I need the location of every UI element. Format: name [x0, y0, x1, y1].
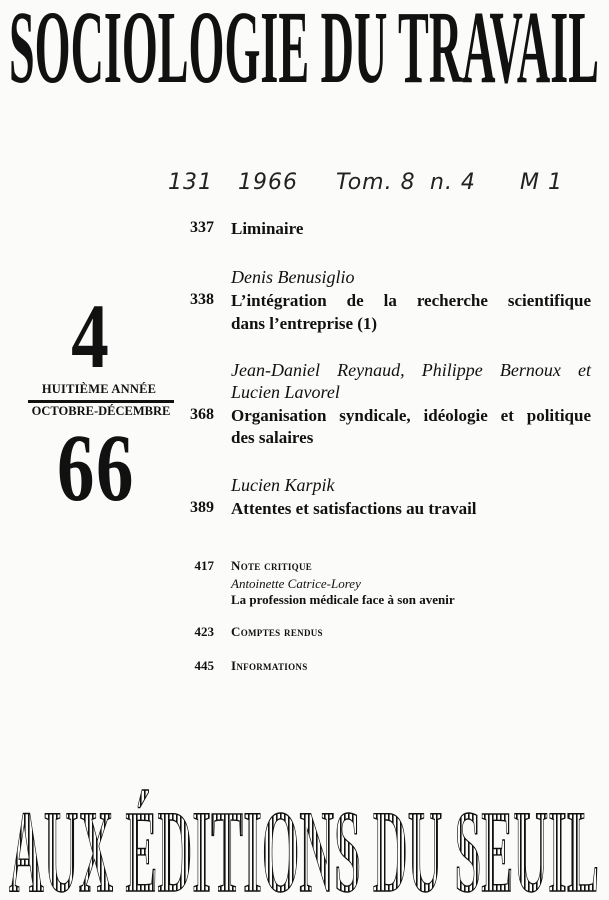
section-title: La profession médicale face à son avenir	[231, 592, 455, 607]
section-heading: Comptes rendus	[231, 624, 323, 639]
publisher-imprint	[0, 776, 609, 900]
journal-title	[0, 0, 609, 92]
toc-title: Liminaire	[231, 219, 304, 238]
toc-author: Lucien Lavorel	[231, 382, 340, 402]
handwritten-annotation	[168, 170, 578, 210]
toc-title: L’intégration de la recherche scientifique	[231, 291, 591, 310]
annotation-part: M 1	[520, 170, 563, 195]
toc-title: Organisation syndicale, idéologie et politique	[231, 406, 591, 425]
section-author: Antoinette Catrice-Lorey	[231, 576, 361, 591]
issue-year: 66	[57, 414, 135, 521]
toc-page-number: 368	[190, 406, 214, 423]
toc-title: des salaires	[231, 428, 314, 447]
section-heading: Note critique	[231, 558, 313, 573]
issue-divider	[28, 400, 174, 403]
section-page-number: 417	[194, 558, 214, 573]
toc-title: dans l’entreprise (1)	[231, 314, 378, 333]
publisher-text: AUX ÉDITIONS DU SEUIL	[9, 786, 599, 900]
issue-months: OCTOBRE-DÉCEMBRE	[31, 404, 171, 418]
annotation-part: Tom. 8	[336, 170, 416, 195]
toc-page-number: 389	[190, 499, 214, 516]
annotation-part: 1966	[238, 170, 298, 195]
section-page-number: 445	[194, 658, 214, 673]
toc-author: Jean-Daniel Reynaud, Philippe Bernoux et	[231, 360, 591, 380]
toc-page-number: 338	[190, 291, 214, 308]
annotation-part: n. 4	[430, 170, 476, 195]
annotation-part: 131	[168, 170, 213, 195]
toc-page-number: 337	[190, 219, 214, 236]
journal-title-text: SOCIOLOGIE DU TRAVAIL	[9, 0, 599, 92]
toc-author: Lucien Karpik	[231, 475, 335, 495]
section-heading: Informations	[231, 658, 308, 673]
issue-number: 4	[71, 285, 109, 387]
issue-year-label: HUITIÈME ANNÉE	[41, 382, 157, 396]
toc-author: Denis Benusiglio	[231, 267, 355, 287]
section-page-number: 423	[194, 624, 214, 639]
toc-title: Attentes et satisfactions au travail	[231, 499, 477, 518]
